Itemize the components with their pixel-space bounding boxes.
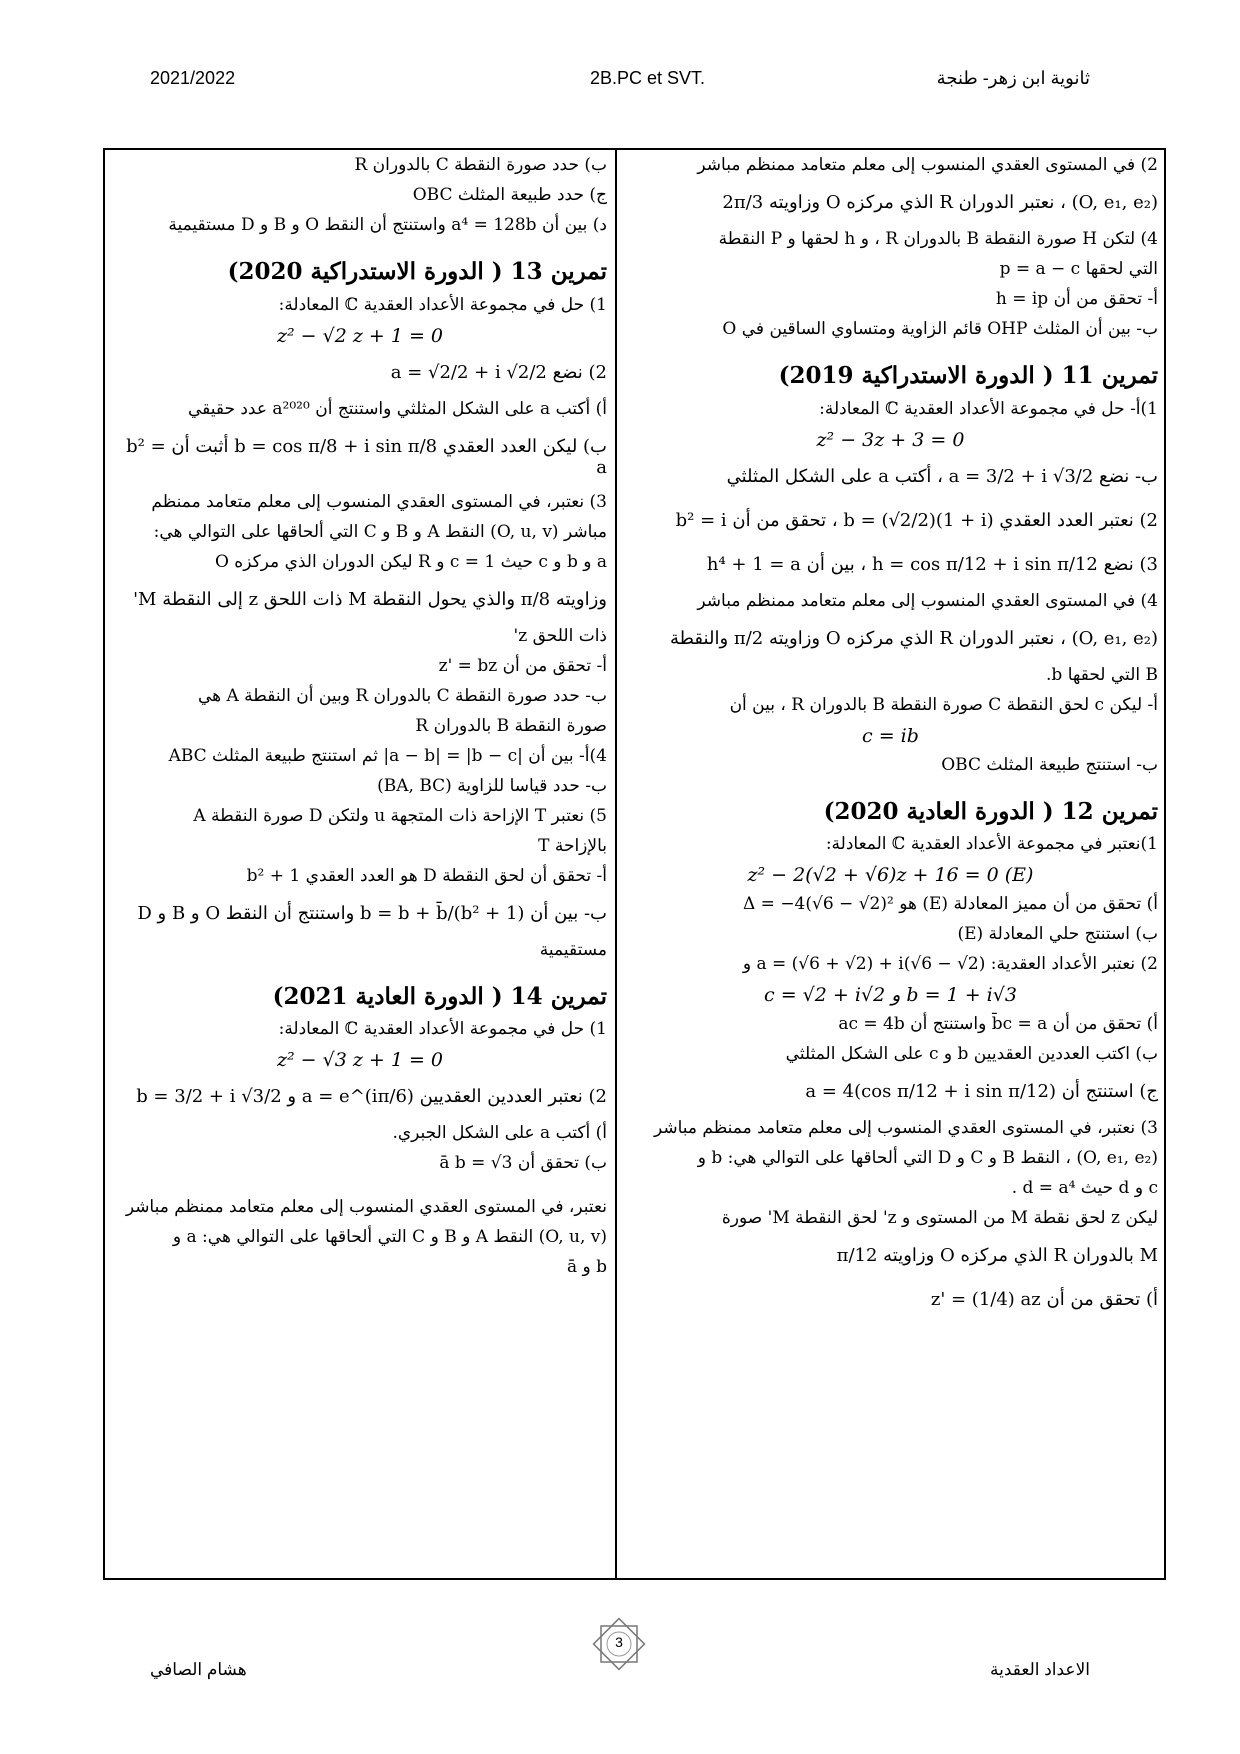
exercise-line: ج) حدد طبيعة المثلث OBC <box>412 185 607 205</box>
exercise-line: (O, e₁, e₂) ، نعتبر الدوران R الذي مركزه O وزاويته π/2 والنقطة <box>670 627 1158 649</box>
exercise-line: c و d حيث d = a⁴ . <box>1011 1178 1158 1199</box>
exercise-line: 3) نضع h = cos π/12 + i sin π/12 ، بين أن h⁴ + 1 = a <box>706 553 1158 575</box>
column-divider <box>615 150 617 1578</box>
page-number: 3 <box>615 1634 623 1650</box>
exercise-line: د) بين أن a⁴ = 128b واستنتج أن النقط O و B و D مستقيمية <box>168 215 607 235</box>
equation-line: z² − √2 z + 1 = 0 <box>276 324 444 347</box>
exercise-title: تمرين 11 ( الدورة الاستدراكية 2019) <box>778 362 1158 389</box>
exercise-line: ب- بين أن المثلث OHP قائم الزاوية ومتساوي الساقين في O <box>722 319 1158 339</box>
author-name: هشام الصافي <box>150 1660 247 1679</box>
exercise-line: (O, e₁, e₂) ، نعتبر الدوران R الذي مركزه O وزاويته 2π/3 <box>722 192 1158 213</box>
exercise-line: 2) نعتبر العدد العقدي b = (√2/2)(1 + i) ، تحقق من أن b² = i <box>675 509 1158 531</box>
exercise-line: ذات اللحق z' <box>513 625 607 646</box>
equation-line: (E) z² − 2(√2 + √6)z + 16 = 0 <box>747 864 1034 887</box>
exercise-line: ب) تحقق أن ā b = √3 <box>439 1153 607 1174</box>
exercise-line: ب) استنتج حلي المعادلة (E) <box>957 924 1158 945</box>
exercise-line: التي لحقها p = a − c <box>999 259 1158 279</box>
exercise-line: 3) نعتبر، في المستوى العقدي المنسوب إلى معلم متعامد ممنظم مباشر <box>653 1118 1158 1139</box>
exercise-line: أ) أكتب a على الشكل المثلثي واستنتج أن a²⁰²⁰ عدد حقيقي <box>187 398 607 419</box>
exercise-line: بالإزاحة T <box>538 835 607 856</box>
exercise-title: تمرين 13 ( الدورة الاستدراكية 2020) <box>227 258 607 285</box>
exercise-line: نعتبر، في المستوى العقدي المنسوب إلى معلم متعامد ممنظم مباشر <box>125 1197 607 1218</box>
exercise-line: 3) نعتبر، في المستوى العقدي المنسوب إلى معلم متعامد ممنظم <box>151 491 607 512</box>
exercise-line: B التي لحقها b. <box>1046 664 1158 685</box>
exercise-line: أ) تحقق من أن z' = (1/4) az <box>930 1289 1158 1311</box>
left-column <box>113 152 613 1284</box>
exercise-line: 4)أ- بين أن |a − b| = |b − c| ثم استنتج طبيعة المثلث ABC <box>168 745 607 766</box>
equation-line: z² − √3 z + 1 = 0 <box>276 1049 444 1072</box>
exercise-line: ب- حدد صورة النقطة C بالدوران R وبين أن النقطة A هي <box>197 685 607 706</box>
exercise-line: أ- تحقق أن لحق النقطة D هو العدد العقدي b² + 1 <box>246 865 607 886</box>
class-label: 2B.PC et SVT. <box>590 68 706 88</box>
exercise-line: 1) حل في مجموعة الأعداد العقدية ℂ المعادلة: <box>278 1019 607 1040</box>
exercise-line: ب- استنتج طبيعة المثلث OBC <box>941 754 1158 775</box>
exercise-line: ب) حدد صورة النقطة C بالدوران R <box>354 155 607 175</box>
exercise-title: تمرين 14 ( الدورة العادية 2021) <box>272 982 607 1010</box>
exercise-line: مستقيمية <box>539 939 607 960</box>
exercise-line: (O, e₁, e₂) ، النقط B و C و D التي ألحاقها على التوالي هي: b و <box>697 1148 1158 1169</box>
exercise-line: a و b و c حيث c = 1 و R ليكن الدوران الذي مركزه O <box>214 551 607 572</box>
equation-line: z² − 3z + 3 = 0 <box>816 428 965 451</box>
exercise-line: أ- تحقق من أن h = ip <box>995 289 1158 309</box>
page-number-badge <box>587 1612 651 1676</box>
subject-title: الاعداد العقدية <box>990 1660 1090 1679</box>
equation-line: c = ib <box>862 724 919 747</box>
exercise-line: وزاويته π/8 والذي يحول النقطة M ذات اللحق z إلى النقطة M' <box>133 588 607 610</box>
exercise-line: 4) في المستوى العقدي المنسوب إلى معلم متعامد ممنظم مباشر <box>697 590 1158 611</box>
exercise-line: M بالدوران R الذي مركزه O وزاويته π/12 <box>836 1245 1158 1267</box>
equation-line: b = 1 + i√3 و c = √2 + i√2 <box>764 984 1017 1007</box>
exercise-line: b و ā <box>566 1257 607 1278</box>
exercise-line: 1)أ- حل في مجموعة الأعداد العقدية ℂ المعادلة: <box>819 398 1158 419</box>
exercise-line: ب) ليكن العدد العقدي b = cos π/8 + i sin π/8 أثبت أن b² = a <box>126 435 607 479</box>
exercise-line: ب- حدد قياسا للزاوية (BA, BC) <box>377 775 607 796</box>
exercise-line: ج) استنتج أن a = 4(cos π/12 + i sin π/12) <box>805 1081 1158 1103</box>
exercise-line: أ) تحقق من أن b̄c = a واستنتج أن ac = 4b <box>838 1014 1158 1035</box>
exercise-line: أ) أكتب a على الشكل الجبري. <box>392 1123 607 1144</box>
exercise-line: ب) اكتب العددين العقديين b و c على الشكل المثلثي <box>785 1044 1158 1065</box>
exercise-line: مباشر (O, u, v) النقط A و B و C التي ألحاقها على التوالي هي: <box>153 521 607 542</box>
school-year: 2021/2022 <box>150 68 236 88</box>
exercise-frame <box>103 148 1166 1580</box>
exercise-line: 4) لتكن H صورة النقطة B بالدوران R ، و h لحقها و P النقطة <box>718 229 1158 249</box>
exercise-line: 5) نعتبر T الإزاحة ذات المتجهة u ولتكن D صورة النقطة A <box>193 805 607 826</box>
exercise-line: ب- نضع a = 3/2 + i √3/2 ، أكتب a على الشكل المثلثي <box>726 465 1158 487</box>
page-header <box>150 62 1090 92</box>
exercise-line: أ) تحقق من أن مميز المعادلة (E) هو Δ = −4(√6 − √2)² <box>742 894 1158 915</box>
exercise-line: أ- ليكن c لحق النقطة C صورة النقطة B بالدوران R ، بين أن <box>729 694 1158 715</box>
school-name: ثانوية ابن زهر- طنجة <box>936 68 1090 88</box>
spacer <box>113 1180 607 1194</box>
exercise-title: تمرين 12 ( الدورة العادية 2020) <box>823 797 1158 825</box>
exercise-line: 2) نعتبر العددين العقديين a = e^(iπ/6) و b = 3/2 + i √3/2 <box>136 1086 607 1108</box>
exercise-line: 2) نضع a = √2/2 + i √2/2 <box>390 361 607 383</box>
exercise-line: (O, u, v) النقط A و B و C التي ألحاقها على التوالي هي: a و <box>172 1227 607 1248</box>
exercise-line: 2) في المستوى العقدي المنسوب إلى معلم متعامد ممنظم مباشر <box>697 155 1158 175</box>
exercise-line: 2) نعتبر الأعداد العقدية: a = (√6 + √2) + i(√6 − √2) و <box>742 954 1158 975</box>
exercise-line: ليكن z لحق نقطة M من المستوى و z' لحق النقطة M' صورة <box>721 1208 1158 1229</box>
exercise-line: صورة النقطة B بالدوران R <box>415 715 607 736</box>
exercise-line: ب- بين أن (b² + 1)/b = b + b̄ واستنتج أن النقط O و B و D <box>137 902 607 924</box>
right-column <box>623 152 1164 1323</box>
exercise-line: 1) حل في مجموعة الأعداد العقدية ℂ المعادلة: <box>278 294 607 315</box>
exercise-line: أ- تحقق من أن z' = bz <box>438 655 607 676</box>
exercise-line: 1)نعتبر في مجموعة الأعداد العقدية ℂ المعادلة: <box>825 834 1158 855</box>
